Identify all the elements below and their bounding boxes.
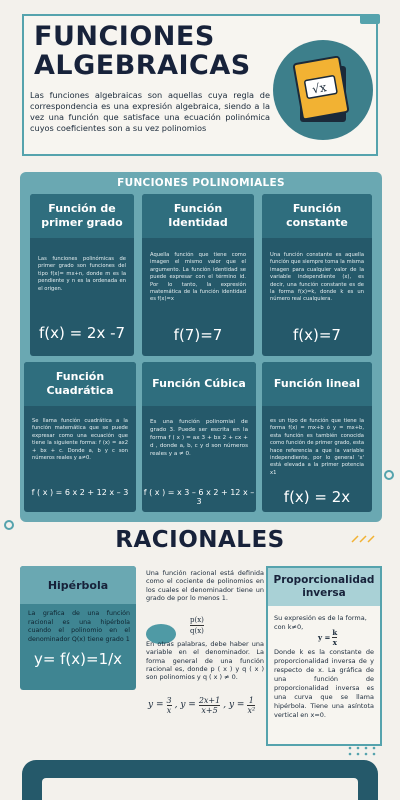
card-body: es un tipo de función que tiene la forma f(x) = mx+b ó y = mx+b, esta función es también conocida como función de primer grado, esta hace referencia a que la variable independiente, por lo general 'x' está elevada a la primer potencia x1 bbox=[270, 418, 364, 476]
hiperbola-title: Hipérbola bbox=[20, 566, 136, 604]
card-body: Una función constante es aquella función que siempre toma la misma imagen para cualquier valor de la variable independiente (x), es decir, una función constante es de la forma f(x)=k, donde k es un número real cualquiera. bbox=[270, 252, 364, 303]
polinomiales-title: FUNCIONES POLINOMIALES bbox=[117, 177, 285, 189]
eq-y: , y = bbox=[223, 700, 245, 710]
general-fraction bbox=[190, 616, 204, 635]
eq1: $\frac{3}{x}$ bbox=[166, 695, 172, 715]
card-formula: f(x) = 2x -7 bbox=[38, 324, 126, 342]
card-lineal bbox=[262, 362, 372, 512]
title-line-1: FUNCIONES bbox=[34, 21, 215, 52]
hiperbola-formula: y= f(x)=1/x bbox=[33, 650, 123, 668]
card-formula: f ( x ) = 6 x 2 + 12 x – 3 bbox=[31, 488, 129, 497]
card-title: Función Identidad bbox=[142, 194, 254, 238]
card-formula: f(x) = 2x bbox=[283, 488, 351, 506]
hiperbola-body: La grafica de una función racional es una hipérbola cuando el polinomio en el denominador Q(x) tiene grado 1 bbox=[28, 610, 130, 643]
racional-general-form: En otras palabras, debe haber una variable en el denominador. La forma general de una función racional es, donde p ( x ) y q ( x ) son polinomios y q ( x ) ≠ 0. bbox=[146, 640, 264, 682]
eq3: $\frac{1}{\text{x²}}$ bbox=[247, 695, 256, 715]
proporcionalidad-formula: y = $\frac{k}{x}$ bbox=[318, 628, 338, 647]
header-accent-bar bbox=[360, 14, 380, 24]
proporcionalidad-intro: Su expresión es de la forma, con k≠0, bbox=[274, 614, 367, 631]
card-cubica bbox=[142, 362, 256, 512]
book-symbol: √x bbox=[310, 80, 328, 97]
eq2: $\frac{2x+1}{x+5}$ bbox=[198, 695, 221, 715]
racional-definition: Una función racional está definida como el cociente de polinomios en los cuales el denominador tiene un grado de por lo menos 1. bbox=[146, 569, 264, 602]
fraction-numerator: p(x) bbox=[190, 616, 204, 624]
card-title: Función lineal bbox=[262, 362, 372, 406]
card-title: Función constante bbox=[262, 194, 372, 238]
card-formula: f(x)=7 bbox=[293, 326, 341, 344]
card-title: Función Cuadrática bbox=[24, 362, 136, 406]
card-body: Se llama función cuadrática a la función matemática que se puede expresar como una ecuación que tiene la siguiente forma: f (x) = ax2 + bx + c. Donde a, b y c son números reales y a≠0. bbox=[32, 418, 128, 462]
card-identidad bbox=[142, 194, 254, 356]
card-constante bbox=[262, 194, 372, 356]
footer-inner bbox=[42, 778, 358, 800]
card-formula: f ( x ) = x 3 – 6 x 2 + 12 x – 3 bbox=[143, 488, 255, 506]
racionales-title: RACIONALES bbox=[115, 527, 285, 553]
card-primer-grado bbox=[30, 194, 134, 356]
intro-text: Las funciones algebraicas son aquellas cuya regla de correspondencia es una expresión algebraica, siendo a la vez una función que satisface una ecuación polinómica cuyos coeficientes son a su vez polinomios bbox=[30, 90, 270, 133]
proporcionalidad-title: Proporcionalidad inversa bbox=[268, 568, 380, 606]
example-equations bbox=[148, 690, 266, 720]
card-body: Aquella función que tiene como imagen el mismo valor que el argumento. La función identidad se puede expresar con el término id. Por lo tanto, la expresión matemática de la función identidad es f(x)=x bbox=[150, 252, 246, 303]
eq-y: y = bbox=[148, 700, 164, 710]
card-title: Función de primer grado bbox=[30, 194, 134, 238]
card-formula: f(7)=7 bbox=[173, 326, 223, 344]
eq-y: , y = bbox=[174, 700, 196, 710]
card-body: Es una función polinomial de grado 3. Puede ser escrita en la forma f ( x ) = ax 3 + bx 2 + cx + d , donde a, b, c y d son números reales y a ≠ 0. bbox=[150, 419, 248, 457]
fraction-denominator: q(x) bbox=[190, 627, 204, 635]
decorative-ring bbox=[384, 470, 394, 480]
decorative-dots bbox=[346, 744, 382, 758]
card-title: Función Cúbica bbox=[142, 362, 256, 406]
card-body: Las funciones polinómicas de primer grado son funciones del tipo f(x)= mx+n, donde m es la pendiente y n es la ordenada en el origen. bbox=[38, 256, 126, 292]
title-line-2: ALGEBRAICAS bbox=[34, 50, 251, 81]
book-icon bbox=[292, 56, 354, 126]
card-cuadratica bbox=[24, 362, 136, 512]
proporcionalidad-body: Donde k es la constante de proporcionalidad inversa de y respecto de x. La gráfica de una función de proporcionalidad inversa es una curva que se llama hipérbola. Tiene una asíntota vertical en x=0. bbox=[274, 648, 374, 719]
page-title bbox=[34, 22, 274, 80]
